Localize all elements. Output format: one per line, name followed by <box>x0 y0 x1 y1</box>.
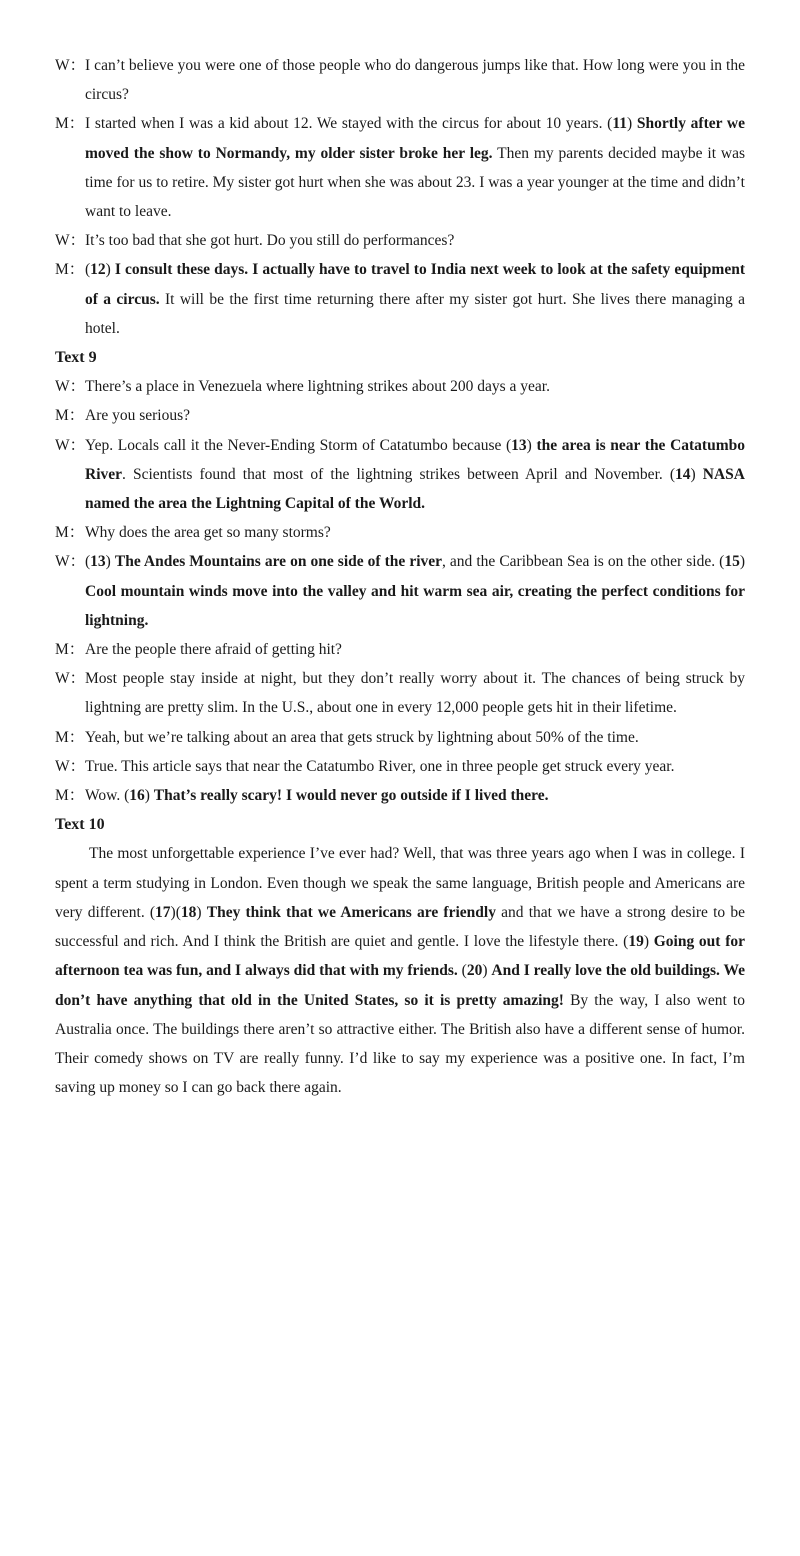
speaker-label: W： <box>55 378 86 396</box>
text-run: ) <box>105 261 115 279</box>
speaker-label: M： <box>55 524 85 542</box>
dialogue-turn <box>55 255 745 343</box>
utterance <box>85 781 745 810</box>
dialogue-turn <box>55 109 745 226</box>
utterance <box>85 664 745 722</box>
bold-text: 19 <box>628 933 644 951</box>
bold-text: Going out for afternoon tea was fun, and I always did that with my friends. <box>55 933 745 980</box>
utterance <box>85 635 745 664</box>
dialogue-turn <box>55 518 745 547</box>
dialogue-turn <box>55 372 745 401</box>
text-run: ) <box>690 465 703 483</box>
text-run: It’s too bad that she got hurt. Do you still do performances? <box>85 232 455 250</box>
dialogue-turn <box>55 547 745 635</box>
bold-text: 11 <box>612 115 627 133</box>
bold-text: Cool mountain winds move into the valley and hit warm sea air, creating the perfect conditions for lightning. <box>85 582 745 629</box>
dialogue-lightning <box>55 372 745 810</box>
text-run: Wow. ( <box>85 787 130 805</box>
text-run: ) <box>627 115 637 133</box>
text-run: I can’t believe you were one of those people who do dangerous jumps like that. How long were you in the circus? <box>85 57 745 104</box>
text-run: Most people stay inside at night, but they don’t really worry about it. The chances of being struck by lightning are pretty slim. In the U.S., about one in every 12,000 people gets hit in their lifetime. <box>85 670 745 717</box>
bold-text: 18 <box>180 903 197 921</box>
dialogue-turn <box>55 635 745 664</box>
text-run: ) <box>196 903 207 921</box>
document-page <box>55 51 745 1102</box>
bold-text: And I really love the old buildings. We don’t have anything that old in the United States, so it is pretty amazing! <box>55 962 745 1009</box>
text-run: I started when I was a kid about 12. We stayed with the circus for about 10 years. ( <box>85 115 613 133</box>
speaker-label: M： <box>55 787 85 805</box>
utterance <box>85 547 745 635</box>
speaker-label: M： <box>55 641 85 659</box>
text-run: ( <box>457 962 467 980</box>
dialogue-turn <box>55 431 745 519</box>
dialogue-turn <box>55 664 745 722</box>
dialogue-turn <box>55 723 745 752</box>
bold-text: I consult these days. I actually have to travel to India next week to look at the safety equipment of a circus. <box>85 261 745 308</box>
utterance <box>85 723 745 752</box>
text-run: ) <box>105 553 115 571</box>
bold-text: 15 <box>724 553 740 571</box>
speaker-label: W： <box>55 232 86 250</box>
text-run: The most unforgettable experience I’ve ever had? Well, that was three years ago when I was in college. I spent a term studying in London. Even though we speak the same language, British people and Americans are very different. ( <box>55 845 745 921</box>
bold-text: 13 <box>511 436 527 454</box>
bold-text: They think that we Americans are friendly <box>206 903 496 921</box>
text-run: and that we have a strong desire to be successful and rich. And I think the British are quiet and gentle. I love the lifestyle there. ( <box>55 903 745 951</box>
text-run: ) <box>526 436 537 454</box>
bold-text: 13 <box>90 553 106 571</box>
dialogue-turn <box>55 781 745 810</box>
text-run: ) <box>643 933 654 951</box>
text-run: Yeah, but we’re talking about an area that gets struck by lightning about 50% of the time. <box>85 728 639 746</box>
bold-text: 16 <box>129 787 145 805</box>
dialogue-turn <box>55 401 745 430</box>
text-run: Are the people there afraid of getting hit? <box>85 641 342 659</box>
text-run: , and the Caribbean Sea is on the other side. ( <box>442 553 725 571</box>
text-run: . Scientists found that most of the lightning strikes between April and November. ( <box>122 465 676 483</box>
speaker-label: M： <box>55 728 85 746</box>
utterance <box>85 752 745 781</box>
utterance <box>85 518 745 547</box>
utterance <box>85 372 745 401</box>
utterance <box>85 401 745 430</box>
bold-text: the area is near the Catatumbo River <box>85 436 745 483</box>
text10-heading: Text 10 <box>55 816 105 834</box>
text-run: It will be the first time returning there after my sister got hurt. She lives there managing a hotel. <box>85 290 745 337</box>
text9-heading: Text 9 <box>55 349 97 367</box>
bold-text: The Andes Mountains are on one side of the river <box>114 553 443 571</box>
text-run: ( <box>85 553 91 571</box>
text-run: ) <box>144 787 154 805</box>
utterance <box>85 109 745 226</box>
text-run: By the way, I also went to Australia once. The buildings there aren’t so attractive either. The British also have a different sense of humor. Their comedy shows on TV are really funny. I’d like to say my experience was a positive one. In fact, I’m saving up money so I can go back there again. <box>55 991 745 1097</box>
utterance <box>85 51 745 109</box>
bold-text: 17 <box>155 903 171 921</box>
utterance <box>85 226 745 255</box>
bold-text: 12 <box>90 261 106 279</box>
text-run: Why does the area get so many storms? <box>85 524 331 542</box>
bold-text: NASA named the area the Lightning Capital of the World. <box>85 465 745 513</box>
text-run: Are you serious? <box>85 407 191 425</box>
dialogue-turn <box>55 51 745 109</box>
bold-text: That’s really scary! I would never go outside if I lived there. <box>153 787 549 805</box>
dialogue-turn <box>55 752 745 781</box>
dialogue-circus <box>55 51 745 343</box>
speaker-label: W： <box>55 57 86 74</box>
dialogue-turn <box>55 226 745 255</box>
text-run: There’s a place in Venezuela where lightning strikes about 200 days a year. <box>85 378 550 396</box>
text-run: Yep. Locals call it the Never-Ending Storm of Catatumbo because ( <box>85 436 512 454</box>
speaker-label: W： <box>55 757 86 775</box>
speaker-label: W： <box>55 670 86 688</box>
speaker-label: W： <box>55 553 86 571</box>
bold-text: 20 <box>466 962 483 980</box>
utterance <box>85 431 745 519</box>
bold-text: 14 <box>675 465 691 483</box>
speaker-label: M： <box>55 407 85 425</box>
speaker-label: M： <box>55 115 85 133</box>
text-run: ( <box>85 261 91 279</box>
text-run: )( <box>170 903 181 921</box>
speaker-label: M： <box>55 261 85 279</box>
text-run: ) <box>482 962 492 980</box>
speaker-label: W： <box>55 436 86 454</box>
text-run: ) <box>739 553 745 571</box>
text-run: True. This article says that near the Catatumbo River, one in three people get struck every year. <box>85 757 675 775</box>
text10-paragraph <box>55 839 745 1102</box>
utterance <box>85 255 745 343</box>
text-run: Then my parents decided maybe it was time for us to retire. My sister got hurt when she was about 23. I was a year younger at the time and didn’t want to leave. <box>85 144 745 221</box>
bold-text: Shortly after we moved the show to Normandy, my older sister broke her leg. <box>85 115 745 162</box>
